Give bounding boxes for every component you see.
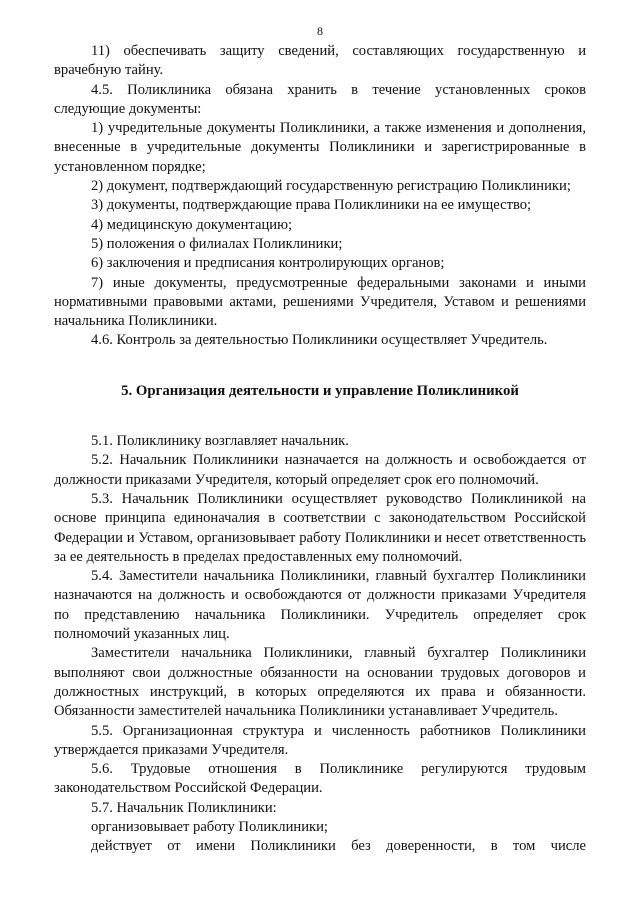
paragraph-item-11: 11) обеспечивать защиту сведений, составляющих государственную и врачебную тайну. — [54, 43, 586, 79]
list-item-6: 6) заключения и предписания контролирующих органов; — [91, 255, 445, 272]
section-heading: 5. Организация деятельности и управление Поликлиникой — [121, 382, 519, 399]
list-item-2: 2) документ, подтверждающий государственную регистрацию Поликлиники; — [91, 178, 571, 195]
list-item-3: 3) документы, подтверждающие права Поликлиники на ее имущество; — [91, 197, 532, 214]
paragraph-4-6: 4.6. Контроль за деятельностью Поликлиники осуществляет Учредитель. — [91, 332, 548, 349]
paragraph-5-1: 5.1. Поликлинику возглавляет начальник. — [91, 433, 349, 450]
paragraph-5-6: 5.6. Трудовые отношения в Поликлинике регулируются трудовым законодательством Российской Федерации. — [54, 761, 586, 797]
paragraph-5-5: 5.5. Организационная структура и численность работников Поликлиники утверждается приказами Учредителя. — [54, 722, 586, 758]
paragraph-5-3: 5.3. Начальник Поликлиники осуществляет руководство Поликлиникой на основе принципа единоначалия в соответствии с законодательством Российской Федерации и Уставом, организовывает работу Поликлиники и несет ответственность за ее деятельность в пределах предоставленных ему полномочий. — [54, 490, 586, 565]
list-item-4: 4) медицинскую документацию; — [91, 216, 293, 233]
list-item-1: 1) учредительные документы Поликлиники, а также изменения и дополнения, внесенные в учредительные документы Поликлиники и зарегистрированные в установленном порядке; — [54, 120, 586, 175]
paragraph-5-7: 5.7. Начальник Поликлиники: — [91, 799, 277, 816]
paragraph-acts: действует от имени Поликлиники без доверенности, в том числе — [91, 838, 586, 855]
paragraph-deputies: Заместители начальника Поликлиники, главный бухгалтер Поликлиники выполняют свои должностные обязанности на основании трудовых договоров и должностных инструкций, в которых определяются их права и обязанности. Обязанности заместителей начальника Поликлиники устанавливает Учредитель. — [54, 645, 586, 720]
paragraph-5-2: 5.2. Начальник Поликлиники назначается на должность и освобождается от должности приказами Учредителя, который определяет срок его полномочий. — [54, 452, 586, 488]
paragraph-4-5: 4.5. Поликлиника обязана хранить в течение установленных сроков следующие документы: — [54, 81, 586, 117]
list-item-7: 7) иные документы, предусмотренные федеральными законами и иными нормативными правовыми актами, решениями Учредителя, Уставом и решениями начальника Поликлиники. — [54, 274, 586, 330]
paragraph-5-4: 5.4. Заместители начальника Поликлиники, главный бухгалтер Поликлиники назначаются на должность и освобождаются от должности приказами Учредителя по представлению начальника Поликлиники. Учредитель определяет срок полномочий указанных лиц. — [54, 568, 586, 643]
page-number: 8 — [317, 24, 323, 38]
document-body — [54, 42, 586, 857]
paragraph-organizes: организовывает работу Поликлиники; — [91, 818, 328, 835]
list-item-5: 5) положения о филиалах Поликлиники; — [91, 235, 343, 252]
